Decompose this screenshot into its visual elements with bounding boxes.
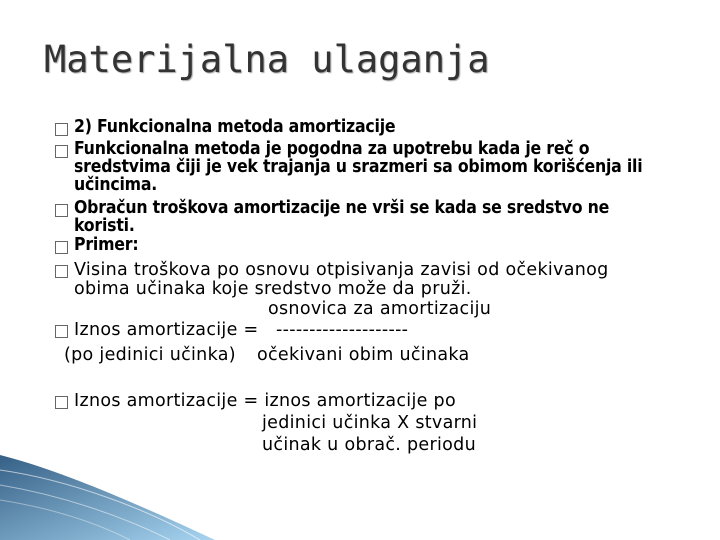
list-item-line: učinak u obrač. periodu [262,435,476,455]
bullet-icon [55,204,68,217]
formula-label: Iznos amortizacije = [74,320,259,340]
list-item-line: Obračun troškova amortizacije ne vrši se kada se sredstvo ne [74,198,610,218]
bullet-icon [55,396,68,409]
list-item-line: sredstvima čiji je vek trajanja u srazmeri sa obimom korišćenja ili [74,157,643,177]
list-item-line: jedinici učinka X stvarni [262,413,478,433]
bullet-icon [55,123,68,136]
list-item: 2) Funkcionalna metoda amortizacije [74,117,396,137]
list-item: Primer: [74,235,139,255]
formula-numerator: osnovica za amortizaciju [268,299,492,319]
formula-sublabel: (po jedinici učinka) [64,345,236,365]
bullet-icon [55,241,68,254]
list-item-line: Iznos amortizacije = iznos amortizacije po [74,391,456,411]
formula-denominator: očekivani obim učinaka [257,345,470,365]
formula-bar: -------------------- [276,320,409,340]
list-item-line: Visina troškova po osnovu otpisivanja zavisi od očekivanog [74,260,609,280]
bullet-icon [55,325,68,338]
bullet-icon [55,145,68,158]
list-item-line: obima učinaka koje sredstvo može da pruži. [74,279,472,299]
slide-title: Materijalna ulaganja [44,38,490,81]
list-item-line: koristi. [74,216,135,236]
bullet-icon [55,265,68,278]
list-item-line: učincima. [74,175,158,195]
list-item-line: Funkcionalna metoda je pogodna za upotrebu kada je reč o [74,139,590,159]
